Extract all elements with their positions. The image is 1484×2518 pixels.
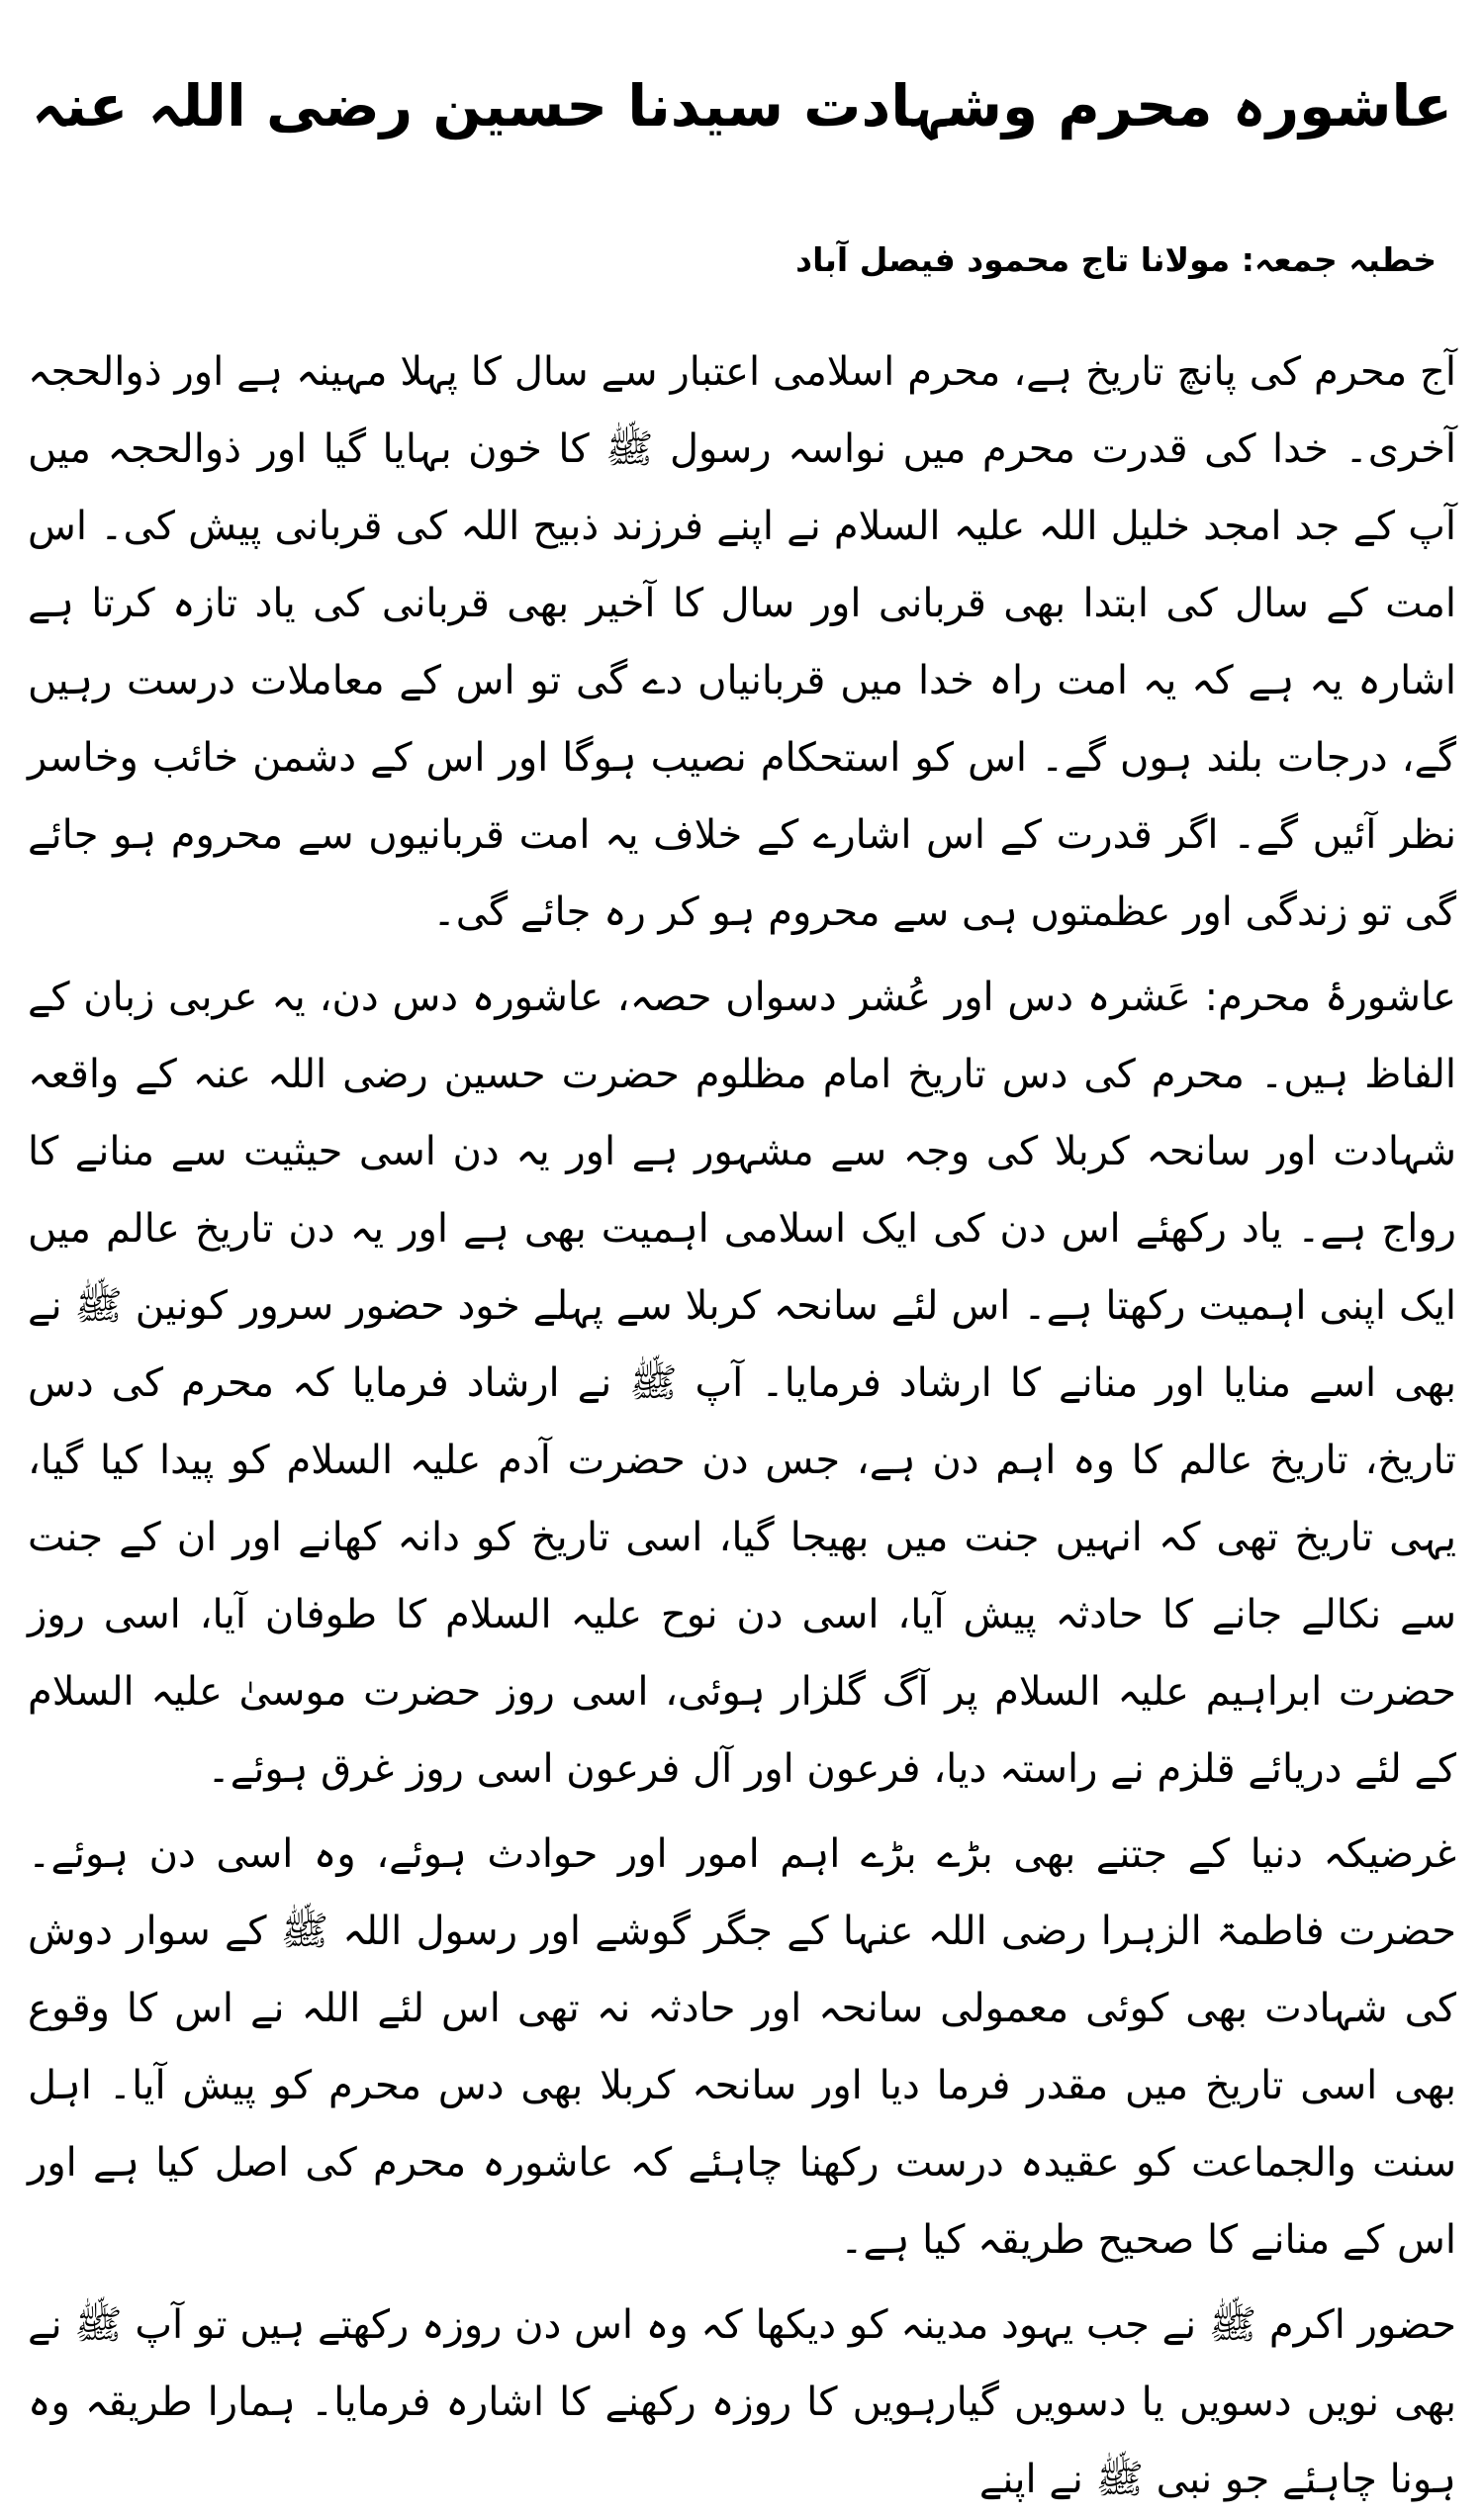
article-title: عاشورہ محرم وشہادت سیدنا حسین رضی اللہ عنہ: [32, 72, 1452, 140]
paragraph-major-events: غرضیکہ دنیا کے جتنے بھی بڑے بڑے اہم امور اور حوادث ہوئے، وہ اسی دن ہوئے۔ حضرت فاطمۃ الزہرا رضی اللہ عنہا کے جگر گوشے اور رسول اللہ ﷺ کے سوار دوش کی شہادت بھی کوئی معمولی سانحہ اور حادثہ نہ تھی اس لئے اللہ نے اس کا وقوع بھی اسی تاریخ میں مقدر فرما دیا اور سانحہ کربلا بھی دس محرم کو پیش آیا۔ اہل سنت والجماعت کو عقیدہ درست رکھنا چاہئے کہ عاشورہ محرم کی اصل کیا ہے اور اس کے منانے کا صحیح طریقہ کیا ہے۔: [28, 1830, 1456, 2263]
paragraph-intro: آج محرم کی پانچ تاریخ ہے، محرم اسلامی اعتبار سے سال کا پہلا مہینہ ہے اور ذوالحجہ آخری۔ خدا کی قدرت محرم میں نواسہ رسول ﷺ کا خون بہایا گیا اور ذوالحجہ میں آپ کے جد امجد خلیل اللہ علیہ السلام نے اپنے فرزند ذبیح اللہ کی قربانی پیش کی۔ اس امت کے سال کی ابتدا بھی قربانی اور سال کا آخیر بھی قربانی کی یاد تازہ کرتا ہے اشارہ یہ ہے کہ یہ امت راہ خدا میں قربانیاں دے گی تو اس کے معاملات درست رہیں گے، درجات بلند ہوں گے۔ اس کو استحکام نصیب ہوگا اور اس کے دشمن خائب وخاسر نظر آئیں گے۔ اگر قدرت کے اس اشارے کے خلاف یہ امت قربانیوں سے محروم ہو جائے گی تو زندگی اور عظمتوں ہی سے محروم ہو کر رہ جائے گی۔: [28, 348, 1456, 935]
paragraph-fasting: حضور اکرم ﷺ نے جب یہود مدینہ کو دیکھا کہ وہ اس دن روزہ رکھتے ہیں تو آپ ﷺ نے بھی نویں دسویں یا دسویں گیارہویں کا روزہ رکھنے کا اشارہ فرمایا۔ ہمارا طریقہ وہ ہونا چاہئے جو نبی ﷺ نے اپنے: [28, 2301, 1456, 2502]
article-byline: خطبہ جمعہ: مولانا تاج محمود فیصل آباد: [795, 240, 1437, 280]
paragraph-ashura-meaning: عاشورۂ محرم: عَشرہ دس اور عُشر دسواں حصہ، عاشورہ دس دن، یہ عربی زبان کے الفاظ ہیں۔ محرم کی دس تاریخ امام مظلوم حضرت حسین رضی اللہ عنہ کے واقعہ شہادت اور سانحہ کربلا کی وجہ سے مشہور ہے اور یہ دن اسی حیثیت سے منانے کا رواج ہے۔ یاد رکھئے اس دن کی ایک اسلامی اہمیت بھی ہے اور یہ دن تاریخ عالم میں ایک اپنی اہمیت رکھتا ہے۔ اس لئے سانحہ کربلا سے پہلے خود حضور سرور کونین ﷺ نے بھی اسے منایا اور منانے کا ارشاد فرمایا۔ آپ ﷺ نے ارشاد فرمایا کہ محرم کی دس تاریخ، تاریخ عالم کا وہ اہم دن ہے، جس دن حضرت آدم علیہ السلام کو پیدا کیا گیا، یہی تاریخ تھی کہ انہیں جنت میں بھیجا گیا، اسی تاریخ کو دانہ کھانے اور ان کے جنت سے نکالے جانے کا حادثہ پیش آیا، اسی دن نوح علیہ السلام کا طوفان آیا، اسی روز حضرت ابراہیم علیہ السلام پر آگ گلزار ہوئی، اسی روز حضرت موسیٰ علیہ السلام کے لئے دریائے قلزم نے راستہ دیا، فرعون اور آل فرعون اسی روز غرق ہوئے۔: [28, 974, 1456, 1792]
